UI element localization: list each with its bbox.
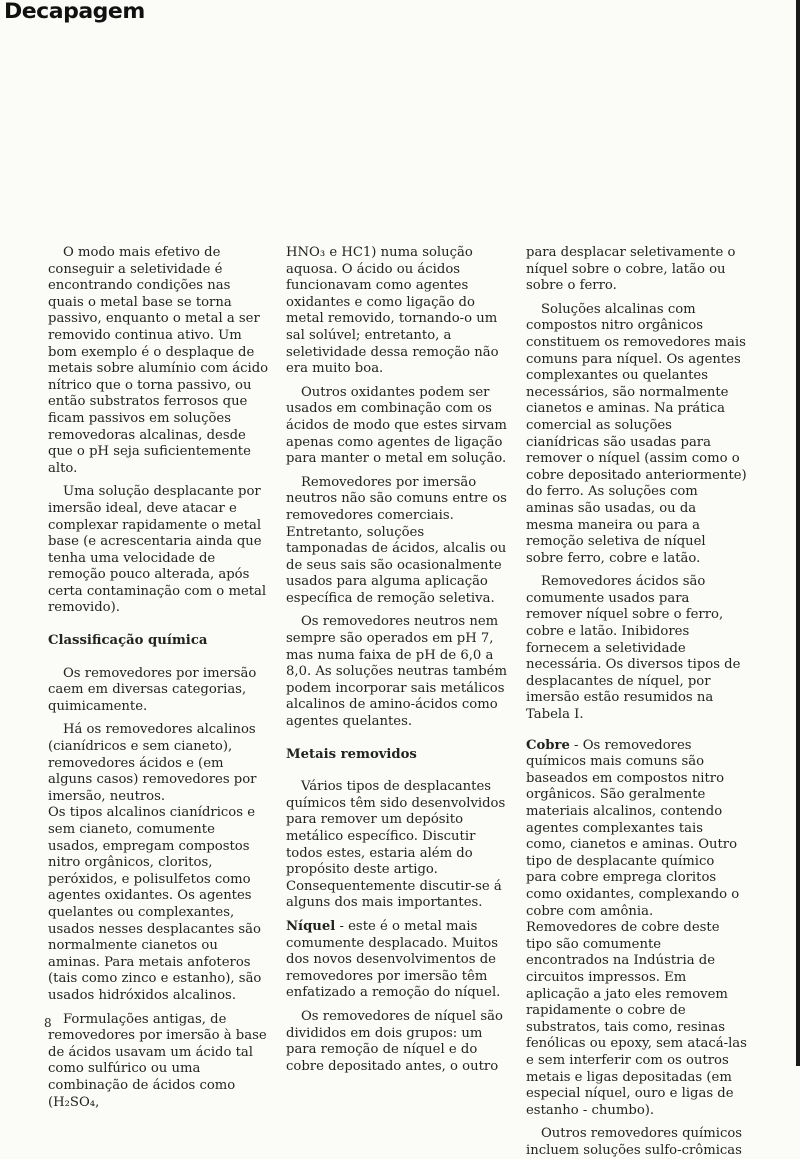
page-number: 8 [44, 1016, 52, 1030]
run-in-heading: Cobre [526, 737, 570, 753]
section-heading: Metais removidos [286, 746, 417, 762]
paragraph: Removedores ácidos são comumente usados para remover níquel sobre o ferro, cobre e latão. Inibidores fornecem a seletividade necessária. Os diversos tipos de desplacantes de níquel, por imersão estão resumidos na Tabela I. [526, 574, 741, 723]
paragraph-body: - Os removedores químicos mais comuns são baseados em compostos nitro orgânicos. São geralmente materiais alcalinos, contendo agentes complexantes tais como, cianetos e aminas. Outro tipo de desplacante químico para cobre emprega cloritos como oxidantes, complexando o cobre com amônia. Removedores de cobre deste tipo são comumente encontrados na Indústria de circuitos impressos. Em aplicação a jato eles removem rapidamente o cobre de substratos, tais como, resinas fenólicas ou epoxy, sem atacá-las e sem interferir com os outros metais e ligas depositadas (em especial níquel, ouro e ligas de estanho - chumbo). [526, 737, 747, 1118]
paragraph: Vários tipos de desplacantes químicos têm sido desenvolvidos para remover um depósito metálico específico. Discutir todos estes, estaria além do propósito deste artigo. Consequentemente discutir-se á alguns dos mais importantes. [286, 779, 506, 911]
text-column-1 [48, 245, 269, 1111]
paragraph: Removedores por imersão neutros não são comuns entre os removedores comerciais. Entretanto, soluções tamponadas de ácidos, alcalis ou de seus sais são ocasionalmente usados para alguma aplicação específica de remoção seletiva. [286, 474, 507, 606]
paragraph: HNO₃ e HC1) numa solução aquosa. O ácido ou ácidos funcionavam como agentes oxidantes e como ligação do metal removido, tornando-o um sal solúvel; entretanto, a seletividade dessa remoção não era muito boa. [286, 245, 499, 377]
paragraph: O modo mais efetivo de conseguir a seletividade é encontrando condições nas quais o metal base se torna passivo, enquanto o metal a ser removido continua ativo. Um bom exemplo é o desplaque de metais sobre alumínio com ácido nítrico que o torna passivo, ou então substratos ferrosos que ficam passivos em soluções removedoras alcalinas, desde que o pH seja suficientemente alto. [48, 245, 269, 476]
paragraph: Uma solução desplacante por imersão ideal, deve atacar e complexar rapidamente o metal base (e acrescentaria ainda que tenha uma velocidade de remoção pouco alterada, após certa contaminação com o metal removido). [48, 484, 267, 616]
text-column-3 [526, 245, 747, 1159]
paragraph: Outros removedores químicos incluem soluções sulfo-crômicas [526, 1126, 743, 1158]
run-in-heading: Níquel [286, 918, 336, 934]
paragraph: Os removedores por imersão caem em diversas categorias, quimicamente. [48, 665, 257, 714]
page-edge [796, 0, 800, 1066]
paragraph-body: - este é o metal mais comumente desplacado. Muitos dos novos desenvolvimentos de removedores por imersão têm enfatizado a remoção do níquel. [286, 918, 501, 1001]
paragraph [526, 738, 747, 1120]
paragraph: Os tipos alcalinos cianídricos e sem cianeto, comumente usados, empregam compostos nitro orgânicos, cloritos, peróxidos, e polisulfetos como agentes oxidantes. Os agentes quelantes ou complexantes, usados nesses desplacantes são normalmente cianetos ou aminas. Para metais anfoteros (tais como zinco e estanho), são usados hidróxidos alcalinos. [48, 805, 262, 1003]
paragraph: Soluções alcalinas com compostos nitro orgânicos constituem os removedores mais comuns para níquel. Os agentes complexantes ou quelantes necessários, são normalmente cianetos e aminas. Na prática comercial as soluções cianídricas são usadas para remover o níquel (assim como o cobre depositado anteriormente) do ferro. As soluções com aminas são usadas, ou da mesma maneira ou para a remoção seletiva de níquel sobre ferro, cobre e latão. [526, 301, 747, 566]
paragraph [286, 919, 507, 1002]
paragraph: Formulações antigas, de removedores por imersão à base de ácidos usavam um ácido tal como sulfúrico ou uma combinação de ácidos como (H₂SO₄, [48, 1011, 267, 1110]
paragraph: para desplacar seletivamente o níquel sobre o cobre, latão ou sobre o ferro. [526, 245, 736, 294]
paragraph: Outros oxidantes podem ser usados em combinação com os ácidos de modo que estes sirvam apenas como agentes de ligação para manter o metal em solução. [286, 384, 507, 467]
paragraph: Há os removedores alcalinos (cianídricos e sem cianeto), removedores ácidos e (em alguns casos) removedores por imersão, neutros. [48, 722, 257, 804]
section-heading: Classificação química [48, 633, 208, 649]
text-column-2 [286, 245, 507, 1075]
section-title: Decapagem [4, 0, 145, 24]
paragraph: Os removedores neutros nem sempre são operados em pH 7, mas numa faixa de pH de 6,0 a 8,0. As soluções neutras também podem incorporar sais metálicos alcalinos de amino-ácidos como agentes quelantes. [286, 614, 507, 730]
paragraph: Os removedores de níquel são divididos em dois grupos: um para remoção de níquel e do cobre depositado antes, o outro [286, 1008, 503, 1074]
